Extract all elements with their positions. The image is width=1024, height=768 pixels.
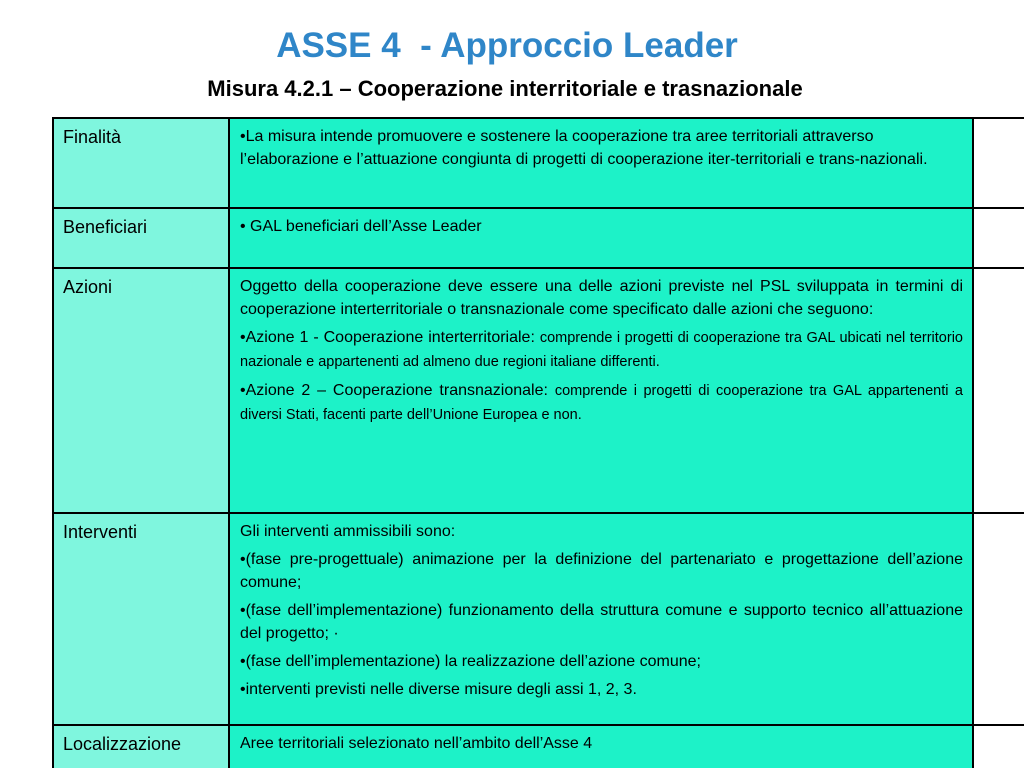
action-lead: •Azione 2 – Cooperazione transnazionale: xyxy=(240,382,555,399)
table-row-finalita xyxy=(52,119,1024,209)
empty-cell xyxy=(974,726,1024,768)
intervention-item: •(fase dell’implementazione) la realizzazione dell’azione comune; xyxy=(240,653,701,670)
row-content xyxy=(230,269,974,512)
row-label: Localizzazione xyxy=(52,726,230,768)
empty-cell xyxy=(974,209,1024,267)
content-paragraph: •La misura intende promuovere e sostenere la cooperazione tra aree territoriali attraverso l’elaborazione e l’attuazione congiunta di progetti di cooperazione iter-territoriali e trans-nazionali. xyxy=(240,128,928,168)
intervention-item: •(fase dell’implementazione) funzionamento della struttura comune e supporto tecnico all’attuazione del progetto; · xyxy=(240,602,963,642)
table-row-localizzazione xyxy=(52,726,1024,768)
content-paragraph: • GAL beneficiari dell’Asse Leader xyxy=(240,218,482,235)
table-row-interventi xyxy=(52,514,1024,726)
table-row-azioni xyxy=(52,269,1024,514)
slide-title: ASSE 4 - Approccio Leader xyxy=(276,26,738,65)
row-content xyxy=(230,209,974,267)
row-label: Interventi xyxy=(52,514,230,724)
row-label: Finalità xyxy=(52,119,230,207)
intervention-item: •interventi previsti nelle diverse misure degli assi 1, 2, 3. xyxy=(240,681,637,698)
row-content xyxy=(230,726,974,768)
content-paragraph: Aree territoriali selezionato nell’ambito dell’Asse 4 xyxy=(240,735,593,752)
measure-table xyxy=(52,117,1024,768)
intervention-item: •(fase pre-progettuale) animazione per la definizione del partenariato e progettazione dell’azione comune; xyxy=(240,551,963,591)
empty-cell xyxy=(974,269,1024,512)
table-row-beneficiari xyxy=(52,209,1024,269)
row-label: Beneficiari xyxy=(52,209,230,267)
empty-cell xyxy=(974,514,1024,724)
action-lead: •Azione 1 - Cooperazione interterritoriale: xyxy=(240,329,540,346)
action-detail: comprende i progetti di cooperazione tra GAL ubicati nel territorio nazionale e appartenenti ad almeno due regioni italiane differenti. xyxy=(240,330,963,370)
interventions-intro: Gli interventi ammissibili sono: xyxy=(240,523,456,540)
slide-subtitle: Misura 4.2.1 – Cooperazione interritoriale e trasnazionale xyxy=(207,76,803,101)
action-item xyxy=(240,326,963,374)
row-content xyxy=(230,119,974,207)
action-item xyxy=(240,379,963,427)
row-label: Azioni xyxy=(52,269,230,512)
action-detail: comprende i progetti di cooperazione tra GAL appartenenti a diversi Stati, facenti parte dell’Unione Europea e non. xyxy=(240,383,963,423)
actions-intro: Oggetto della cooperazione deve essere una delle azioni previste nel PSL sviluppata in termini di cooperazione interterritoriale o transnazionale come specificato dalle azioni che seguono: xyxy=(240,278,963,318)
empty-cell xyxy=(974,119,1024,207)
row-content xyxy=(230,514,974,724)
